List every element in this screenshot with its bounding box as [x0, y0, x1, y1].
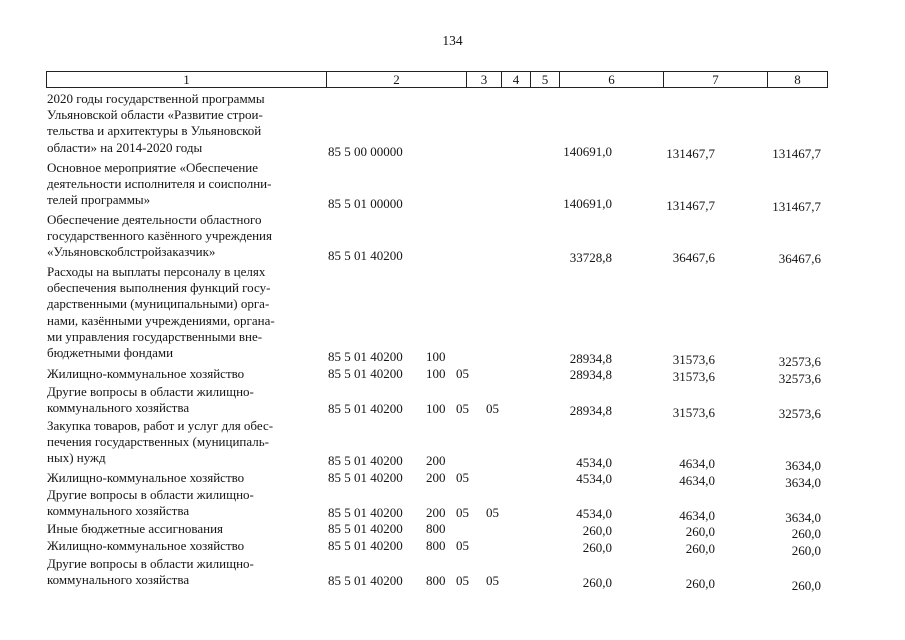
row-code: 85 5 01 40200 [328, 505, 403, 520]
row-value-7: 260,0 [685, 576, 715, 591]
row-value-8: 260,0 [791, 578, 821, 593]
row-value-7: 4634,0 [679, 456, 715, 471]
row-rz: 05 [456, 366, 469, 381]
row-value-6: 4534,0 [576, 455, 612, 470]
row-description: Жилищно-коммунальное хозяйство [47, 538, 245, 553]
row-description: Другие вопросы в области жилищно- коммунального хозяйства [47, 556, 254, 588]
row-code: 85 5 01 40200 [328, 401, 403, 416]
header-col-5: 5 [530, 72, 559, 87]
row-value-8: 260,0 [791, 526, 821, 541]
row-value-6: 28934,8 [569, 403, 612, 418]
row-rz: 05 [456, 401, 469, 416]
row-code: 85 5 01 40200 [328, 521, 403, 536]
row-value-7: 131467,7 [666, 198, 715, 213]
row-rz: 05 [456, 470, 469, 485]
row-pr: 05 [486, 573, 499, 588]
row-description: Основное мероприятие «Обеспечение деятельности исполнителя и соисполни- телей программы» [47, 160, 272, 208]
row-description: Расходы на выплаты персоналу в целях обеспечения выполнения функций госу- дарственными (муниципальными) орга- нами, казёнными учреждениями, органа- ми управления государственными вне- бюджетными фондами [47, 264, 275, 361]
row-value-7: 31573,6 [672, 369, 715, 384]
row-value-8: 32573,6 [778, 371, 821, 386]
row-value-7: 260,0 [685, 541, 715, 556]
row-code: 85 5 01 40200 [328, 349, 403, 364]
row-vr: 800 [426, 573, 446, 588]
row-vr: 200 [426, 505, 446, 520]
row-description: Жилищно-коммунальное хозяйство [47, 470, 245, 485]
header-col-2: 2 [326, 72, 466, 87]
row-value-6: 33728,8 [569, 250, 612, 265]
row-value-6: 28934,8 [569, 367, 612, 382]
row-value-7: 260,0 [685, 524, 715, 539]
row-value-8: 3634,0 [785, 510, 821, 525]
header-col-8: 8 [767, 72, 827, 87]
row-description: Другие вопросы в области жилищно- коммунального хозяйства [47, 487, 254, 519]
row-code: 85 5 01 40200 [328, 453, 403, 468]
row-description: Закупка товаров, работ и услуг для обес- печения государственных (муниципаль- ных) нужд [47, 418, 274, 466]
row-rz: 05 [456, 538, 469, 553]
row-value-6: 140691,0 [563, 196, 612, 211]
row-value-8: 36467,6 [778, 251, 821, 266]
row-value-7: 36467,6 [672, 250, 715, 265]
row-value-7: 31573,6 [672, 405, 715, 420]
row-value-8: 3634,0 [785, 475, 821, 490]
row-value-7: 31573,6 [672, 352, 715, 367]
row-description: Другие вопросы в области жилищно- коммунального хозяйства [47, 384, 254, 416]
row-value-6: 260,0 [582, 523, 612, 538]
header-col-1: 1 [183, 72, 190, 87]
row-description: Обеспечение деятельности областного государственного казённого учреждения «Ульяновскоблстройзаказчик» [47, 212, 272, 260]
row-vr: 800 [426, 538, 446, 553]
row-pr: 05 [486, 505, 499, 520]
row-value-8: 32573,6 [778, 354, 821, 369]
header-col-7: 7 [663, 72, 767, 87]
row-code: 85 5 01 40200 [328, 366, 403, 381]
row-value-6: 140691,0 [563, 144, 612, 159]
row-value-6: 260,0 [582, 575, 612, 590]
row-value-7: 4634,0 [679, 473, 715, 488]
row-value-7: 4634,0 [679, 508, 715, 523]
row-description: 2020 годы государственной программы Ульяновской области «Развитие строи- тельства и архитектуры в Ульяновской области» на 2014-2020 годы [47, 91, 265, 155]
row-code: 85 5 01 00000 [328, 196, 403, 211]
page-number: 134 [442, 33, 463, 48]
row-vr: 200 [426, 453, 446, 468]
row-vr: 100 [426, 366, 446, 381]
row-code: 85 5 01 40200 [328, 538, 403, 553]
row-value-8: 32573,6 [778, 406, 821, 421]
row-code: 85 5 01 40200 [328, 573, 403, 588]
row-value-6: 28934,8 [569, 351, 612, 366]
row-value-7: 131467,7 [666, 146, 715, 161]
header-col-4: 4 [501, 72, 530, 87]
row-pr: 05 [486, 401, 499, 416]
row-vr: 800 [426, 521, 446, 536]
row-rz: 05 [456, 573, 469, 588]
row-code: 85 5 01 40200 [328, 470, 403, 485]
row-description: Иные бюджетные ассигнования [47, 521, 224, 536]
row-value-8: 3634,0 [785, 458, 821, 473]
row-vr: 100 [426, 349, 446, 364]
row-value-6: 260,0 [582, 540, 612, 555]
row-value-8: 131467,7 [772, 146, 821, 161]
row-description: Жилищно-коммунальное хозяйство [47, 366, 245, 381]
row-value-8: 260,0 [791, 543, 821, 558]
row-rz: 05 [456, 505, 469, 520]
header-col-3: 3 [466, 72, 501, 87]
header-col-6: 6 [559, 72, 663, 87]
row-code: 85 5 01 40200 [328, 248, 403, 263]
row-vr: 100 [426, 401, 446, 416]
row-value-8: 131467,7 [772, 199, 821, 214]
row-value-6: 4534,0 [576, 471, 612, 486]
row-value-6: 4534,0 [576, 506, 612, 521]
row-code: 85 5 00 00000 [328, 144, 403, 159]
row-vr: 200 [426, 470, 446, 485]
